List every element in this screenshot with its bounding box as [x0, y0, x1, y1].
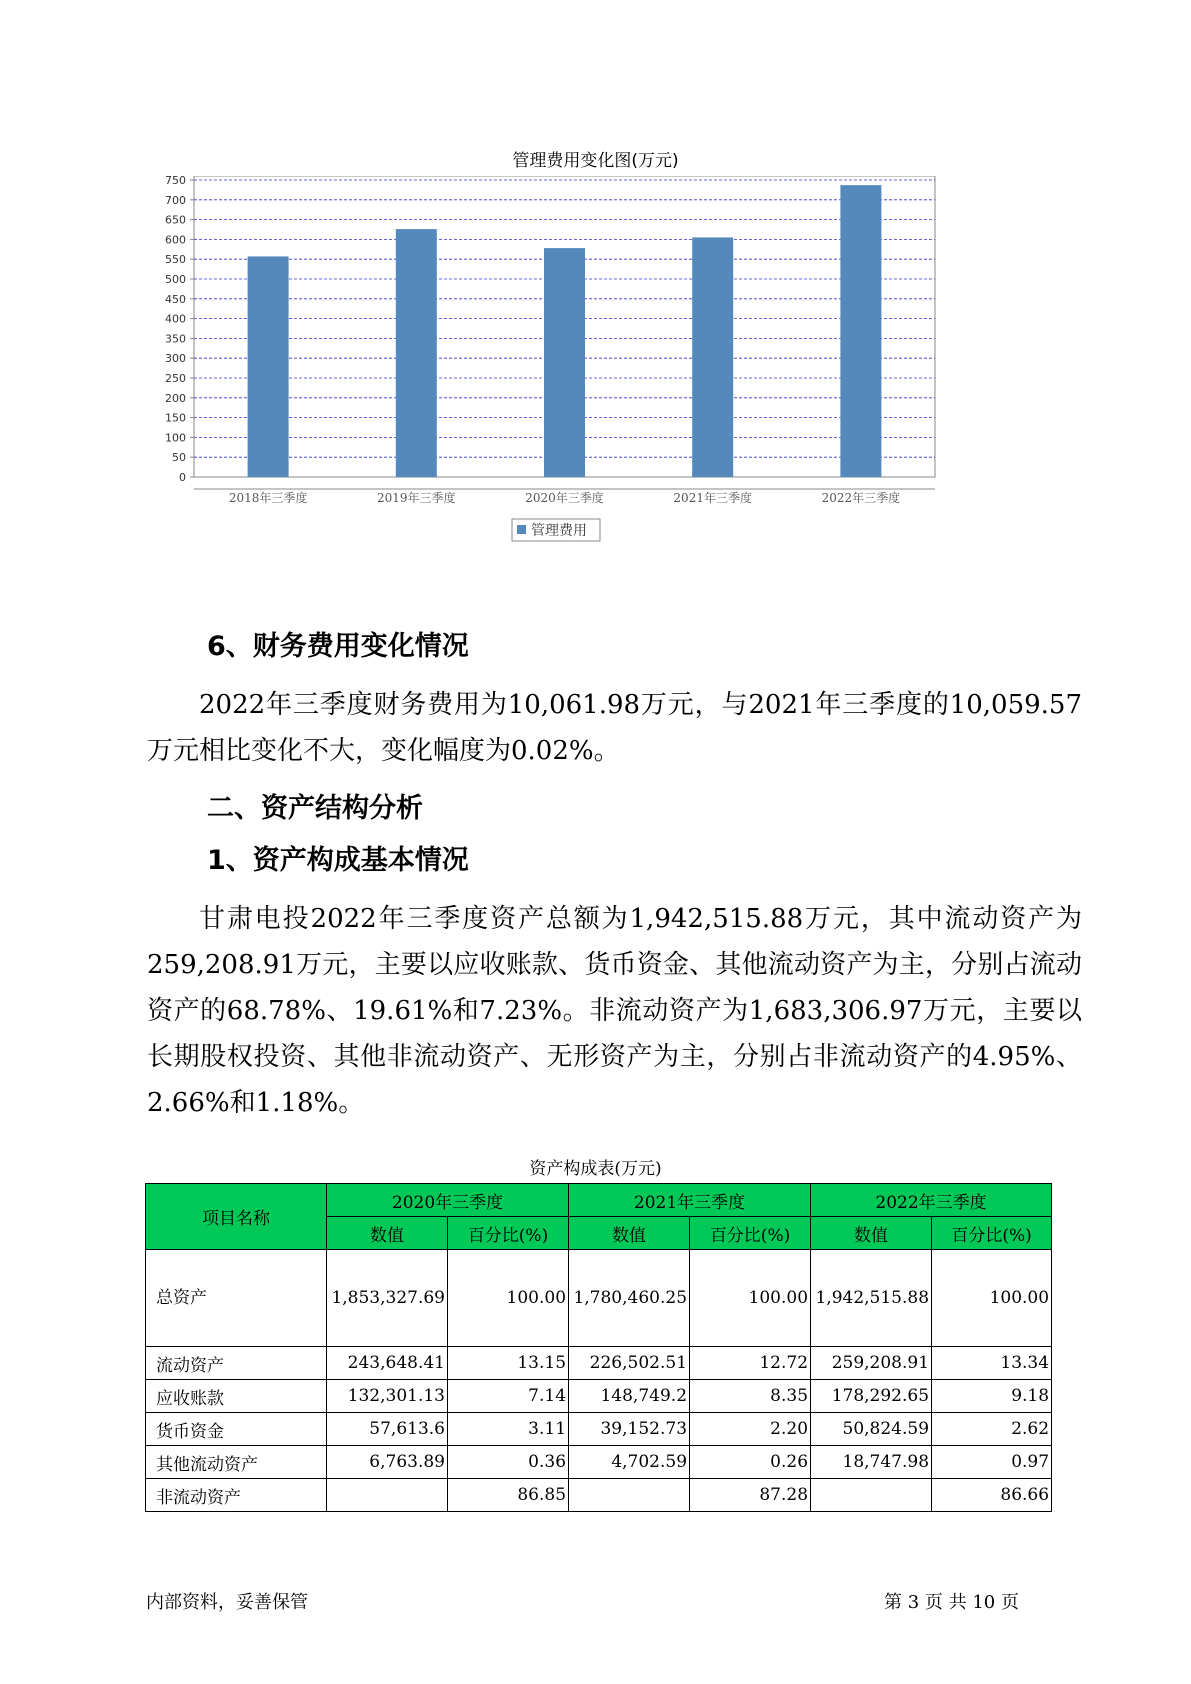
row-label: 货币资金: [146, 1413, 327, 1446]
y-tick-label: 650: [165, 213, 186, 227]
cell-percent: 8.35: [690, 1380, 811, 1413]
cell-value: 226,502.51: [569, 1347, 690, 1380]
cell-percent: 86.66: [932, 1479, 1052, 1512]
chart-title: 管理费用变化图(万元): [512, 151, 679, 171]
section-6-heading: 6、财务费用变化情况: [207, 631, 469, 662]
table-row: [146, 1479, 1052, 1512]
y-tick-label: 700: [165, 193, 186, 207]
row-label: 流动资产: [146, 1347, 327, 1380]
header-period: 2022年三季度: [811, 1184, 1052, 1217]
cell-value: [569, 1479, 690, 1512]
table-title: 资产构成表(万元): [529, 1159, 662, 1179]
cell-percent: 86.85: [448, 1479, 569, 1512]
table-row: [146, 1250, 1052, 1347]
footer-confidential: 内部资料，妥善保管: [146, 1592, 308, 1613]
header-value: 数值: [811, 1217, 932, 1250]
table-row: [146, 1446, 1052, 1479]
header-value: 数值: [327, 1217, 448, 1250]
cell-value: 1,853,327.69: [327, 1250, 448, 1347]
header-percent: 百分比(%): [448, 1217, 569, 1250]
cell-value: [327, 1479, 448, 1512]
cell-percent: 100.00: [690, 1250, 811, 1347]
section-2-heading: 二、资产结构分析: [207, 793, 423, 824]
cell-percent: 9.18: [932, 1380, 1052, 1413]
table-header-row: [146, 1184, 1052, 1217]
bar: [692, 237, 733, 477]
cell-value: 178,292.65: [811, 1380, 932, 1413]
x-tick-label: 2020年三季度: [525, 491, 604, 505]
asset-table: [145, 1183, 1052, 1512]
asset-paragraph: 甘肃电投2022年三季度资产总额为1,942,515.88万元，其中流动资产为259,208.91万元，主要以应收账款、货币资金、其他流动资产为主，分别占流动资产的68.78%、19.61%和7.23%。非流动资产为1,683,306.97万元，主要以长期股权投资、其他非流动资产、无形资产为主，分别占非流动资产的4.95%、2.66%和1.18%。: [147, 904, 1082, 1118]
cell-value: 50,824.59: [811, 1413, 932, 1446]
cell-value: 148,749.2: [569, 1380, 690, 1413]
y-tick-label: 100: [165, 431, 186, 445]
cell-percent: 3.11: [448, 1413, 569, 1446]
header-percent: 百分比(%): [932, 1217, 1052, 1250]
bar: [840, 185, 881, 477]
row-label: 非流动资产: [146, 1479, 327, 1512]
x-tick-label: 2019年三季度: [377, 491, 456, 505]
row-label: 应收账款: [146, 1380, 327, 1413]
section-2-1-heading: 1、资产构成基本情况: [207, 845, 469, 876]
row-label: 其他流动资产: [146, 1446, 327, 1479]
cell-value: 6,763.89: [327, 1446, 448, 1479]
cell-percent: 0.26: [690, 1446, 811, 1479]
cell-percent: 13.15: [448, 1347, 569, 1380]
cell-value: 1,780,460.25: [569, 1250, 690, 1347]
cell-value: 4,702.59: [569, 1446, 690, 1479]
header-period: 2020年三季度: [327, 1184, 569, 1217]
y-tick-label: 50: [172, 451, 186, 465]
cell-percent: 13.34: [932, 1347, 1052, 1380]
header-value: 数值: [569, 1217, 690, 1250]
cell-percent: 2.20: [690, 1413, 811, 1446]
table-row: [146, 1413, 1052, 1446]
cell-value: 18,747.98: [811, 1446, 932, 1479]
header-percent: 百分比(%): [690, 1217, 811, 1250]
header-item-name: 项目名称: [146, 1184, 327, 1250]
cell-percent: 0.36: [448, 1446, 569, 1479]
table-row: [146, 1380, 1052, 1413]
y-tick-label: 400: [165, 312, 186, 326]
section-6-paragraph: 2022年三季度财务费用为10,061.98万元，与2021年三季度的10,059.57万元相比变化不大，变化幅度为0.02%。: [147, 690, 1082, 766]
y-tick-label: 150: [165, 411, 186, 425]
y-tick-label: 500: [165, 273, 186, 286]
y-tick-label: 300: [165, 352, 186, 366]
cell-value: 259,208.91: [811, 1347, 932, 1380]
header-period: 2021年三季度: [569, 1184, 811, 1217]
bar-chart: [160, 176, 1020, 596]
cell-percent: 100.00: [932, 1250, 1052, 1347]
y-tick-label: 200: [165, 391, 186, 405]
x-tick-label: 2022年三季度: [821, 491, 901, 505]
bar: [248, 256, 289, 477]
cell-value: [811, 1479, 932, 1512]
x-tick-label: 2018年三季度: [228, 491, 308, 505]
legend-label: 管理费用: [531, 523, 587, 539]
cell-value: 57,613.6: [327, 1413, 448, 1446]
footer-page-number: 第 3 页 共 10 页: [884, 1592, 1019, 1613]
table-row: [146, 1347, 1052, 1380]
legend-swatch: [517, 525, 526, 534]
cell-percent: 100.00: [448, 1250, 569, 1347]
cell-value: 39,152.73: [569, 1413, 690, 1446]
cell-value: 132,301.13: [327, 1380, 448, 1413]
y-tick-label: 550: [165, 253, 186, 267]
bar: [544, 248, 585, 477]
y-tick-label: 250: [165, 372, 186, 385]
bar: [396, 229, 437, 477]
cell-percent: 12.72: [690, 1347, 811, 1380]
cell-percent: 2.62: [932, 1413, 1052, 1446]
cell-percent: 0.97: [932, 1446, 1052, 1479]
cell-percent: 7.14: [448, 1380, 569, 1413]
y-tick-label: 450: [165, 292, 186, 306]
cell-percent: 87.28: [690, 1479, 811, 1512]
cell-value: 1,942,515.88: [811, 1250, 932, 1347]
cell-value: 243,648.41: [327, 1347, 448, 1380]
y-tick-label: 0: [179, 471, 186, 484]
x-tick-label: 2021年三季度: [673, 491, 752, 505]
y-tick-label: 600: [165, 233, 186, 247]
y-tick-label: 350: [165, 332, 186, 346]
y-tick-label: 750: [165, 176, 186, 187]
row-label: 总资产: [146, 1250, 327, 1347]
